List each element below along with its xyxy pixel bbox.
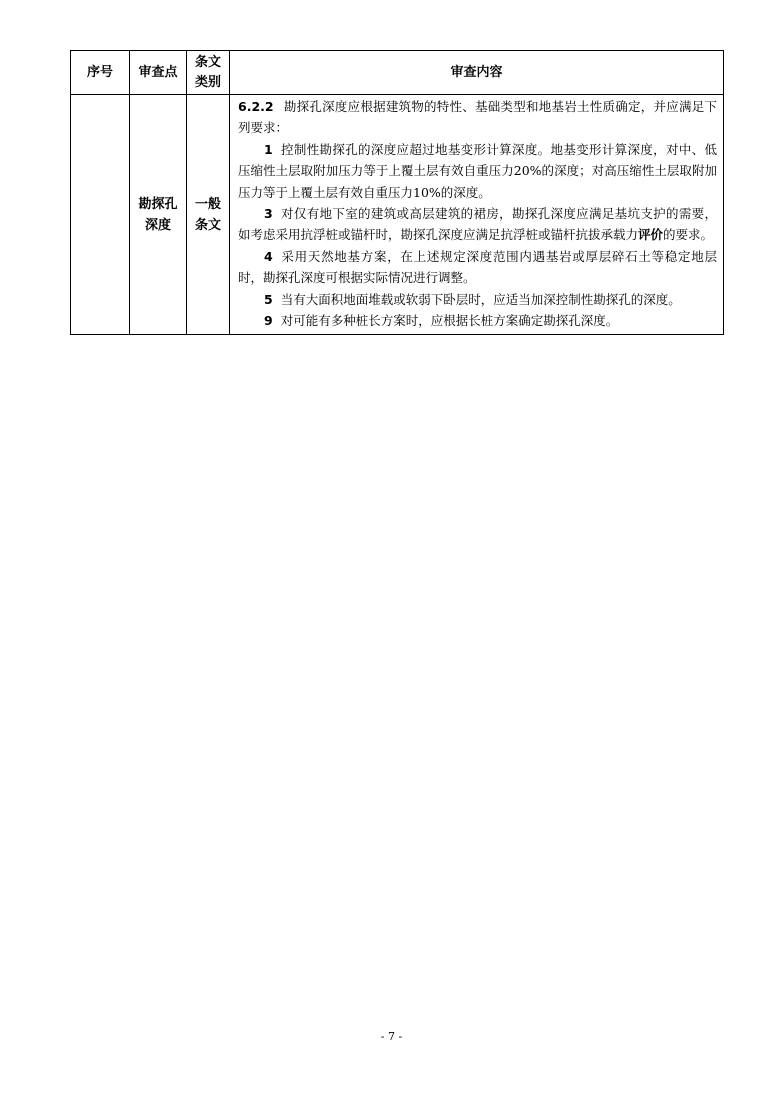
review-point-line1: 勘探孔 (138, 196, 178, 212)
cell-content (230, 95, 724, 335)
cell-no (71, 95, 130, 335)
item-number: 1 (264, 141, 273, 157)
table-row (71, 95, 724, 335)
header-review-point: 审查点 (130, 51, 187, 95)
header-category (187, 51, 230, 95)
item-text-after: 的要求。 (663, 227, 714, 243)
item-text: 采用天然地基方案，在上述规定深度范围内遇基岩或厚层碎石土等稳定地层时，勘探孔深度可根据实际情况进行调整。 (238, 248, 717, 286)
list-item (238, 139, 717, 203)
clause-paragraph (238, 96, 717, 139)
item-number: 9 (264, 313, 273, 329)
clause-text: 勘探孔深度应根据建筑物的特性、基础类型和地基岩土性质确定，并应满足下列要求： (238, 99, 717, 136)
header-content: 审查内容 (230, 51, 724, 95)
list-item (238, 246, 717, 289)
list-item (238, 203, 717, 246)
page-number: - 7 - (380, 1030, 403, 1043)
item-number: 3 (264, 206, 273, 222)
clause-number: 6.2.2 (238, 99, 274, 114)
item-number: 4 (264, 248, 273, 264)
category-line2: 条文 (194, 217, 221, 233)
review-point-line2: 深度 (144, 217, 171, 233)
item-number: 5 (264, 291, 273, 307)
header-category-line2: 类别 (194, 74, 221, 90)
item-text: 当有大面积地面堆载或软弱下卧层时，应适当加深控制性勘探孔的深度。 (280, 291, 681, 307)
category-line1: 一般 (194, 196, 221, 212)
review-table (70, 50, 724, 335)
item-text: 对可能有多种桩长方案时，应根据长桩方案确定勘探孔深度。 (280, 313, 619, 329)
list-item (238, 289, 717, 310)
header-no: 序号 (71, 51, 130, 95)
item-bold-word: 评价 (638, 227, 664, 243)
table-header-row (71, 51, 724, 95)
list-item (238, 310, 717, 331)
cell-review-point (130, 95, 187, 335)
item-text: 控制性勘探孔的深度应超过地基变形计算深度。地基变形计算深度，对中、低压缩性土层取附加压力等于上覆土层有效自重压力20%的深度；对高压缩性土层取附加压力等于上覆土层有效自重压力10%的深度。 (238, 141, 717, 200)
item-text-before: 对仅有地下室的建筑或高层建筑的裙房，勘探孔深度应满足基坑支护的需要，如考虑采用抗浮桩或锚杆时，勘探孔深度应满足抗浮桩或锚杆抗拔承载力 (238, 206, 717, 243)
cell-category (187, 95, 230, 335)
header-category-line1: 条文 (194, 54, 221, 70)
